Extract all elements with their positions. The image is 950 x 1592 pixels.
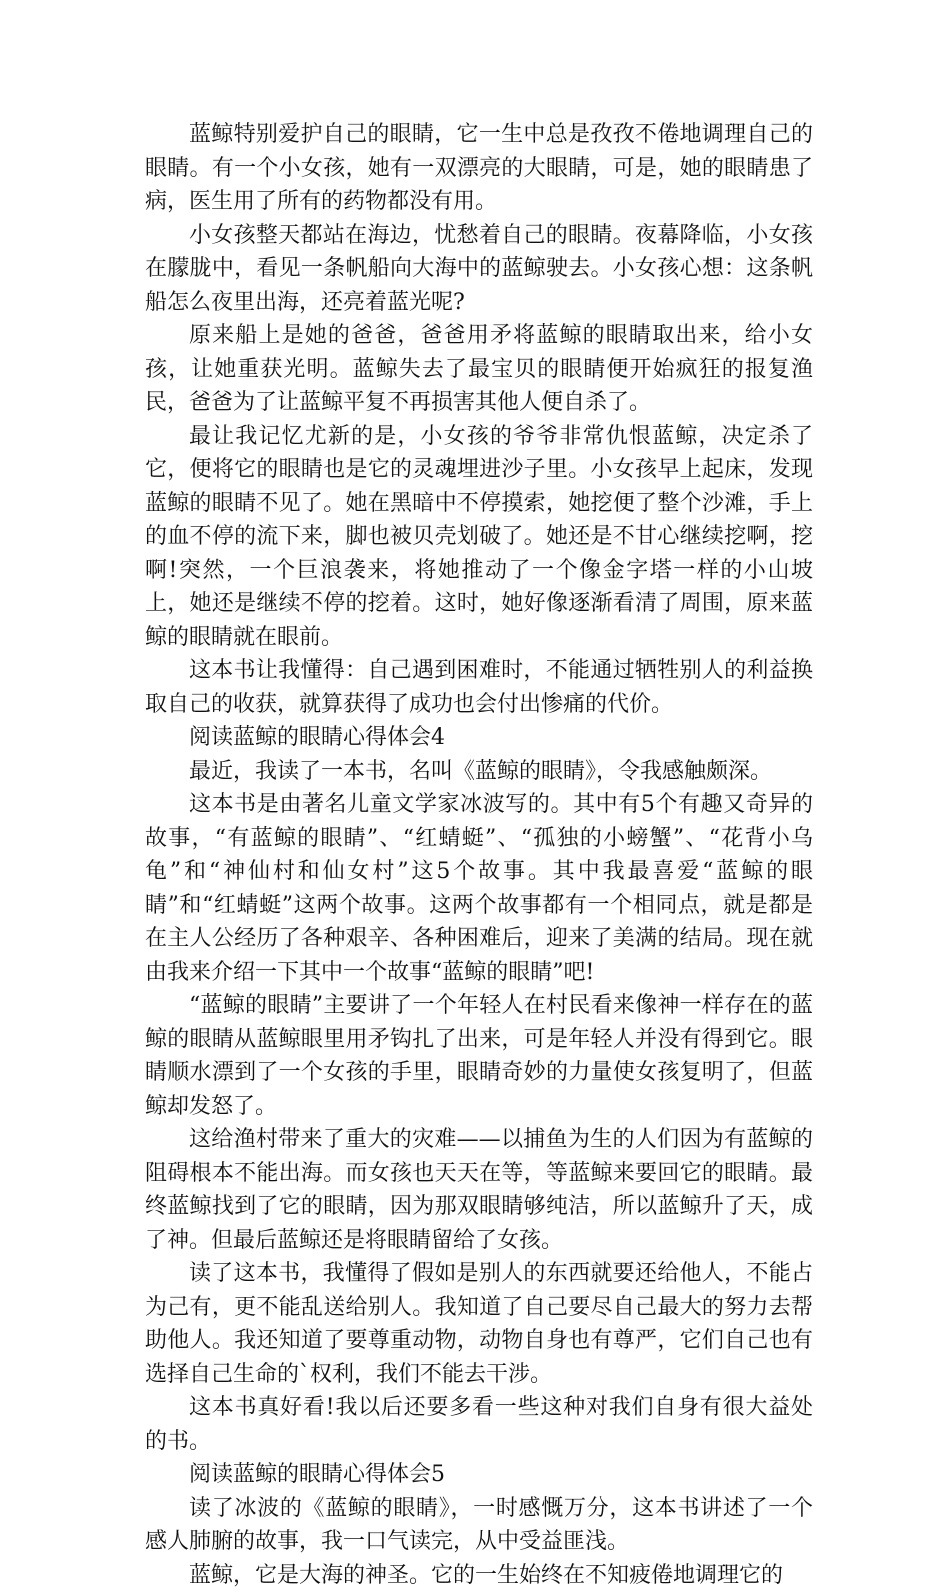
paragraph-1: 蓝鲸特别爱护自己的眼睛，它一生中总是孜孜不倦地调理自己的眼睛。有一个小女孩，她有一双漂亮的大眼睛，可是，她的眼睛患了病，医生用了所有的药物都没有用。: [145, 118, 813, 219]
paragraph-11: 这本书真好看!我以后还要多看一些这种对我们自身有很大益处的书。: [145, 1391, 813, 1458]
paragraph-4: 最让我记忆尤新的是，小女孩的爷爷非常仇恨蓝鲸，决定杀了它，便将它的眼睛也是它的灵魂埋进沙子里。小女孩早上起床，发现蓝鲸的眼睛不见了。她在黑暗中不停摸索，她挖便了整个沙滩，手上的血不停的流下来，脚也被贝壳划破了。她还是不甘心继续挖啊，挖啊!突然，一个巨浪袭来，将她推动了一个像金字塔一样的小山坡上，她还是继续不停的挖着。这时，她好像逐渐看清了周围，原来蓝鲸的眼睛就在眼前。: [145, 420, 813, 655]
paragraph-7: 这本书是由著名儿童文学家冰波写的。其中有5个有趣又奇异的故事，“有蓝鲸的眼睛”、“红蜻蜓”、“孤独的小螃蟹”、“花背小乌龟”和“神仙村和仙女村”这5个故事。其中我最喜爱“蓝鲸的眼睛”和“红蜻蜓”这两个故事。这两个故事都有一个相同点，就是都是在主人公经历了各种艰辛、各种困难后，迎来了美满的结局。现在就由我来介绍一下其中一个故事“蓝鲸的眼睛”吧!: [145, 788, 813, 989]
paragraph-9: 这给渔村带来了重大的灾难——以捕鱼为生的人们因为有蓝鲸的阻碍根本不能出海。而女孩也天天在等，等蓝鲸来要回它的眼睛。最终蓝鲸找到了它的眼睛，因为那双眼睛够纯洁，所以蓝鲸升了天，成了神。但最后蓝鲸还是将眼睛留给了女孩。: [145, 1123, 813, 1257]
paragraph-12: 读了冰波的《蓝鲸的眼睛》，一时感慨万分，这本书讲述了一个感人肺腑的故事，我一口气读完，从中受益匪浅。: [145, 1492, 813, 1559]
paragraph-3: 原来船上是她的爸爸，爸爸用矛将蓝鲸的眼睛取出来，给小女孩，让她重获光明。蓝鲸失去了最宝贝的眼睛便开始疯狂的报复渔民，爸爸为了让蓝鲸平复不再损害其他人便自杀了。: [145, 319, 813, 420]
paragraph-13: 蓝鲸，它是大海的神圣。它的一生始终在不知疲倦地调理它的: [145, 1559, 813, 1592]
document-body: [145, 118, 813, 1592]
paragraph-6: 最近，我读了一本书，名叫《蓝鲸的眼睛》，令我感触颇深。: [145, 755, 813, 789]
paragraph-2: 小女孩整天都站在海边，忧愁着自己的眼睛。夜幕降临，小女孩在朦胧中，看见一条帆船向大海中的蓝鲸驶去。小女孩心想：这条帆船怎么夜里出海，还亮着蓝光呢?: [145, 219, 813, 320]
section-heading-4: 阅读蓝鲸的眼睛心得体会4: [145, 721, 813, 755]
paragraph-10: 读了这本书，我懂得了假如是别人的东西就要还给他人，不能占为己有，更不能乱送给别人。我知道了自己要尽自己最大的努力去帮助他人。我还知道了要尊重动物，动物自身也有尊严，它们自己也有选择自己生命的`权利，我们不能去干涉。: [145, 1257, 813, 1391]
paragraph-5: 这本书让我懂得：自己遇到困难时，不能通过牺牲别人的利益换取自己的收获，就算获得了成功也会付出惨痛的代价。: [145, 654, 813, 721]
section-heading-5: 阅读蓝鲸的眼睛心得体会5: [145, 1458, 813, 1492]
paragraph-8: “蓝鲸的眼睛”主要讲了一个年轻人在村民看来像神一样存在的蓝鲸的眼睛从蓝鲸眼里用矛钩扎了出来，可是年轻人并没有得到它。眼睛顺水漂到了一个女孩的手里，眼睛奇妙的力量使女孩复明了，但蓝鲸却发怒了。: [145, 989, 813, 1123]
